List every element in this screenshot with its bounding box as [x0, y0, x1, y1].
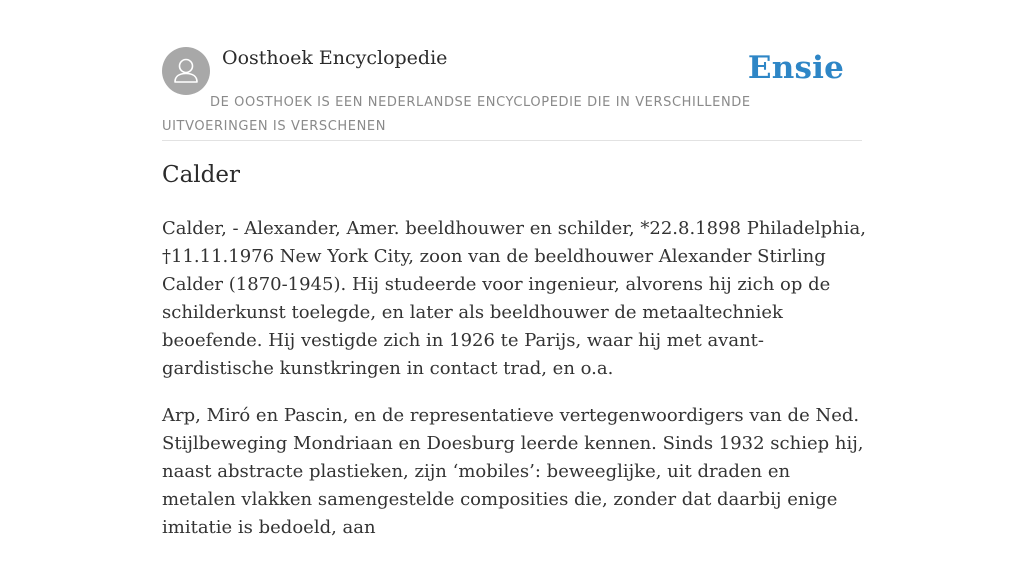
source-tagline: DE OOSTHOEK IS EEN NEDERLANDSE ENCYCLOPEDIE DIE IN VERSCHILLENDE UITVOERINGEN IS VERSCHENEN — [162, 95, 751, 134]
user-silhouette-icon — [162, 47, 210, 95]
article-paragraph: Arp, Miró en Pascin, en de representatieve vertegenwoordigers van de Ned. Stijlbeweging Mondriaan en Doesburg leerde kennen. Sinds 1932 schiep hij, naast abstracte plastieken, zijn ‘mobiles’: beweeglijke, uit draden en metalen vlakken samengestelde composities die, zonder dat daarbij enige imitatie is bedoeld, aan — [162, 405, 864, 538]
source-name[interactable]: Oosthoek Encyclopedie — [222, 47, 448, 69]
source-avatar[interactable] — [162, 47, 210, 95]
source-header — [162, 46, 862, 141]
article-body — [162, 215, 867, 561]
article-paragraph: Calder, - Alexander, Amer. beeldhouwer en schilder, *22.8.1898 Philadelphia, †11.11.1976 New York City, zoon van de beeldhouwer Alexander Stirling Calder (1870-1945). Hij studeerde voor ingenieur, alvorens hij zich op de schilderkunst toelegde, en later als beeldhouwer de metaaltechniek beoefende. Hij vestigde zich in 1926 te Parijs, waar hij met avant-gardistische kunstkringen in contact trad, en o.a. — [162, 218, 866, 379]
article-title: Calder — [162, 162, 240, 188]
ensie-logo-link[interactable]: Ensie — [747, 50, 844, 86]
